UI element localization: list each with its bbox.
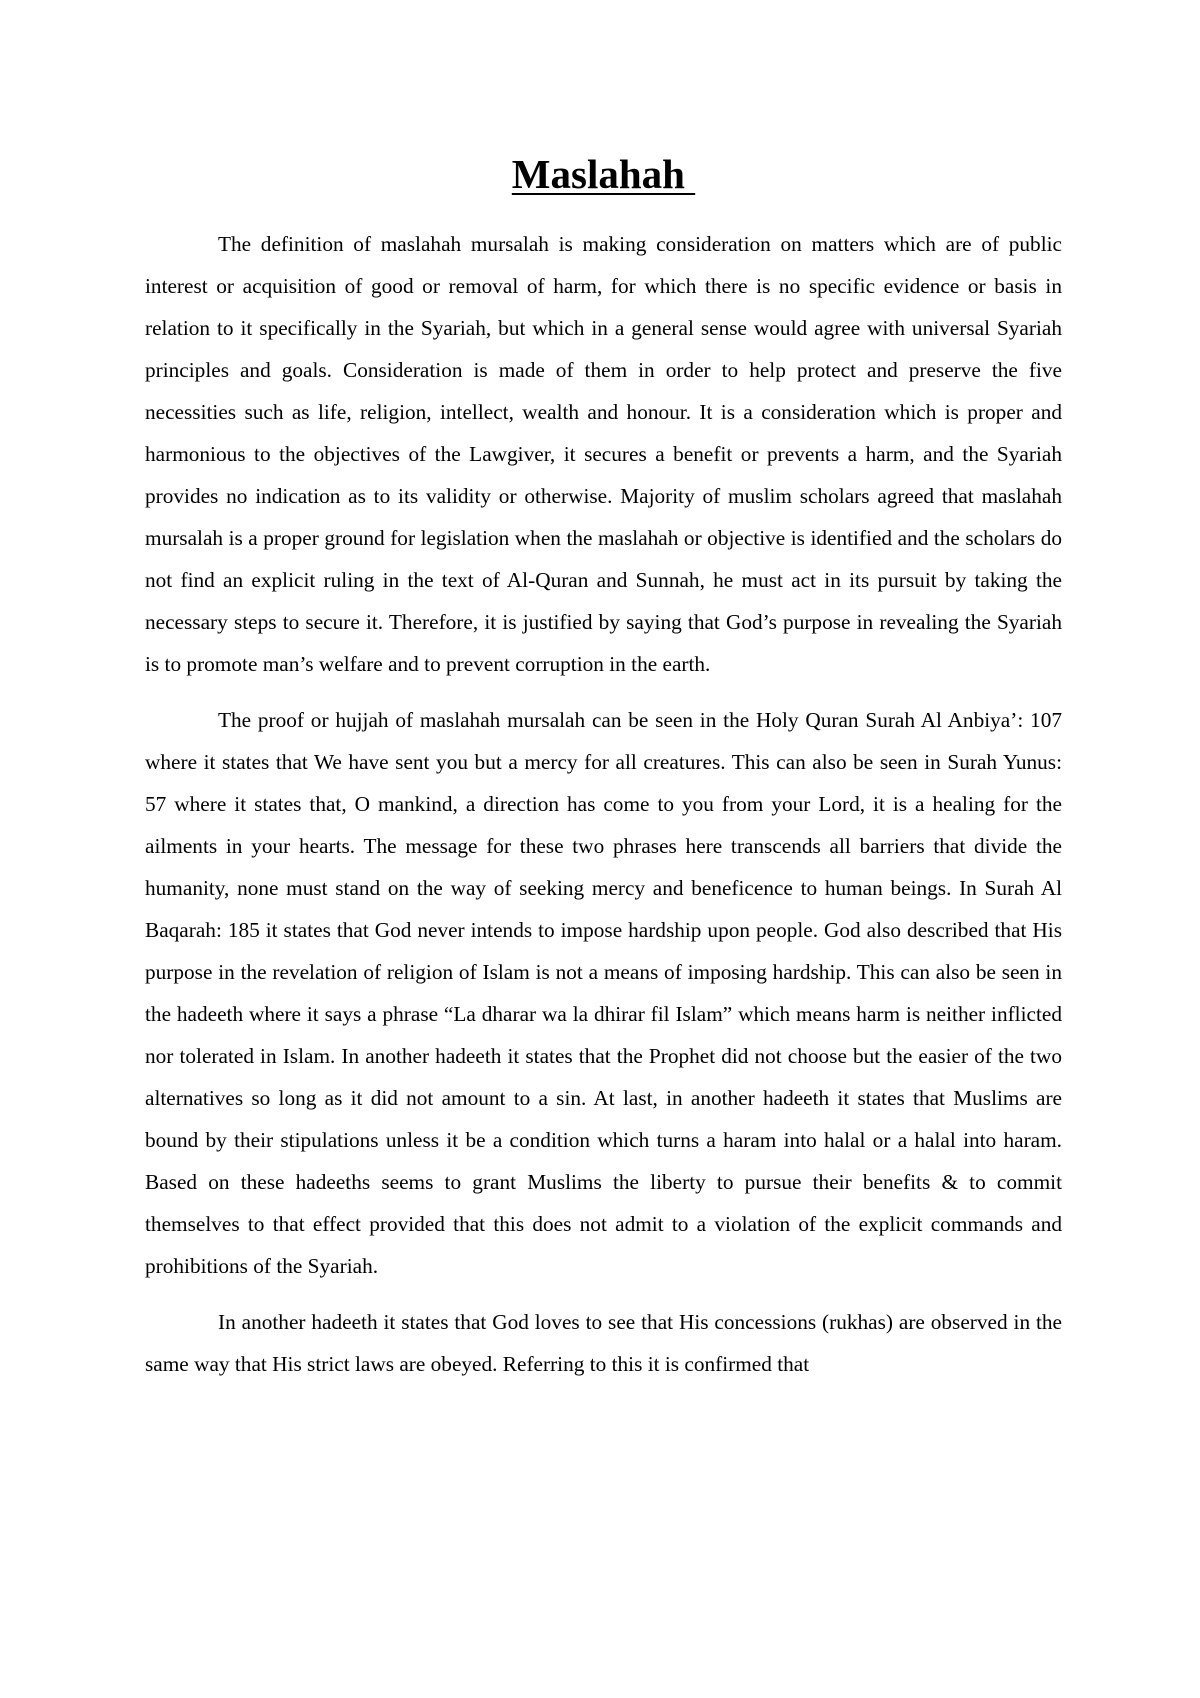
paragraph-concessions: In another hadeeth it states that God loves to see that His concessions (rukhas) are observed in the same way that His strict laws are obeyed. Referring to this it is confirmed that xyxy=(145,1310,1062,1377)
paragraph-proof: The proof or hujjah of maslahah mursalah can be seen in the Holy Quran Surah Al Anbiya’: 107 where it states that We have sent you but a mercy for all creatures. This can also be seen in Surah Yunus: 57 where it states that, O mankind, a direction has come to you from your Lord, it is a healing for the ailments in your hearts. The message for these two phrases here transcends all barriers that divide the humanity, none must stand on the way of seeking mercy and beneficence to human beings. In Surah Al Baqarah: 185 it states that God never intends to impose hardship upon people. God also described that His purpose in the revelation of religion of Islam is not a means of imposing hardship. This can also be seen in the hadeeth where it says a phrase “La dharar wa la dhirar fil Islam” which means harm is neither inflicted nor tolerated in Islam. In another hadeeth it states that the Prophet did not choose but the easier of the two alternatives so long as it did not amount to a sin. At last, in another hadeeth it states that Muslims are bound by their stipulations unless it be a condition which turns a haram into halal or a halal into haram. Based on these hadeeths seems to grant Muslims the liberty to pursue their benefits & to commit themselves to that effect provided that this does not admit to a violation of the explicit commands and prohibitions of the Syariah. xyxy=(145,708,1062,1279)
page-title: Maslahah xyxy=(511,151,696,197)
paragraph-definition: The definition of maslahah mursalah is making consideration on matters which are of public interest or acquisition of good or removal of harm, for which there is no specific evidence or basis in relation to it specifically in the Syariah, but which in a general sense would agree with universal Syariah principles and goals. Consideration is made of them in order to help protect and preserve the five necessities such as life, religion, intellect, wealth and honour. It is a consideration which is proper and harmonious to the objectives of the Lawgiver, it secures a benefit or prevents a harm, and the Syariah provides no indication as to its validity or otherwise. Majority of muslim scholars agreed that maslahah mursalah is a proper ground for legislation when the maslahah or objective is identified and the scholars do not find an explicit ruling in the text of Al-Quran and Sunnah, he must act in its pursuit by taking the necessary steps to secure it. Therefore, it is justified by saying that God’s purpose in revealing the Syariah is to promote man’s welfare and to prevent corruption in the earth. xyxy=(145,232,1062,677)
document-page xyxy=(145,150,1062,1399)
